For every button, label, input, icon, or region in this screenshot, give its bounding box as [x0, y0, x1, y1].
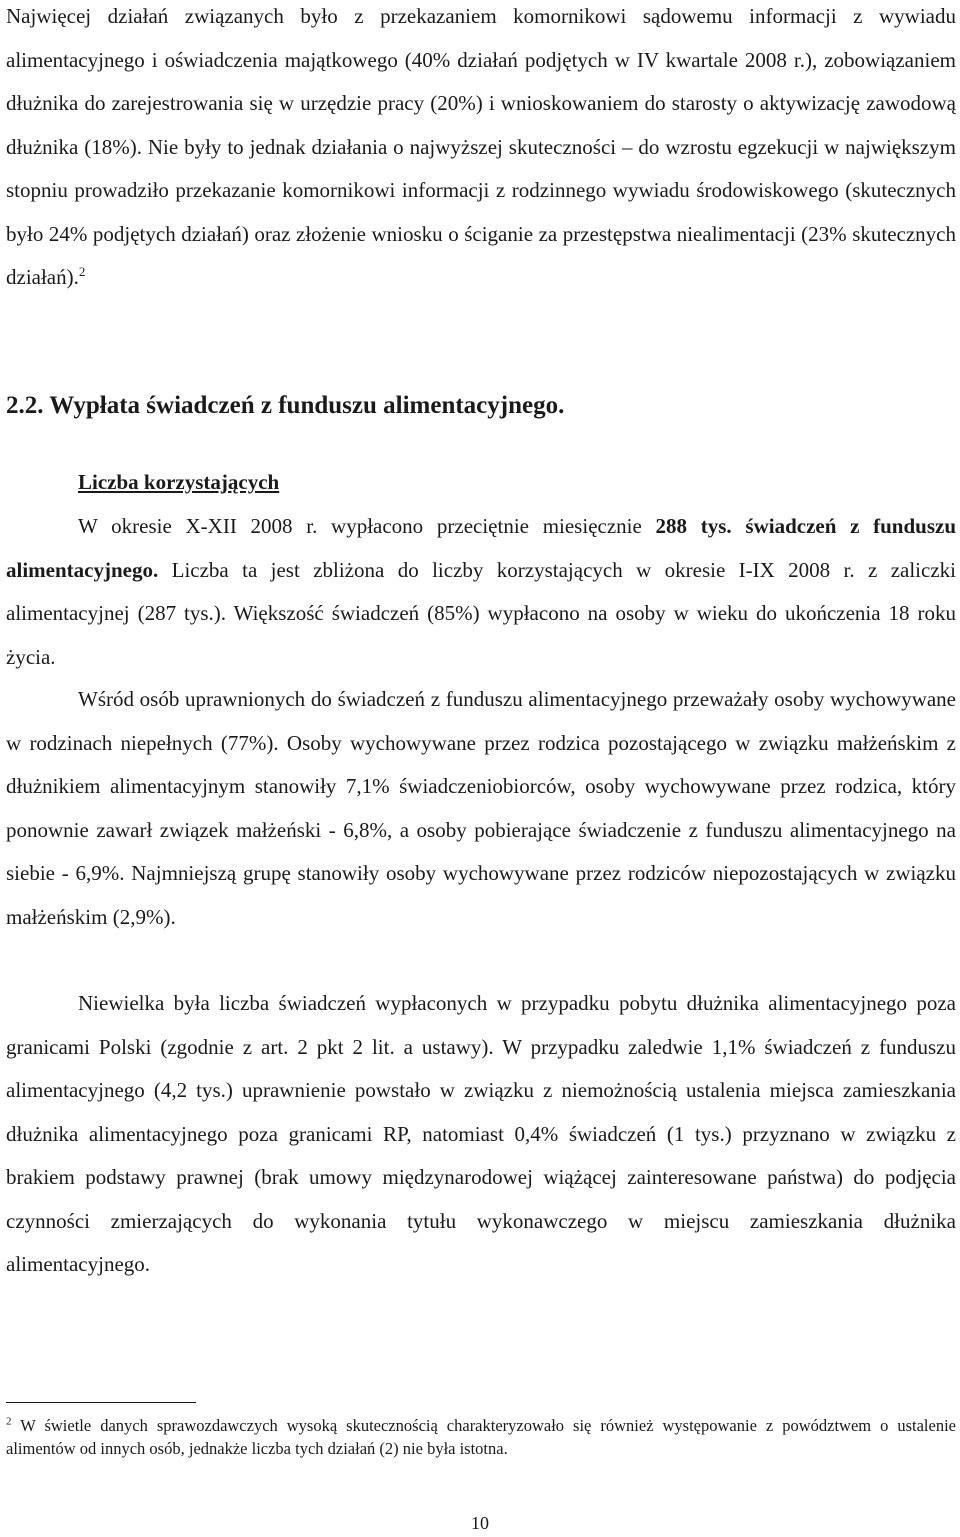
paragraph-text: Najwięcej działań związanych było z przekazaniem komornikowi sądowemu informacji z wywiadu alimentacyjnego i oświadczenia majątkowego (40% działań podjętych w IV kwartale 2008 r.), zobowiązaniem dłużnika do zarejestrowania się w urzędzie pracy (20%) i wnioskowaniem do starosty o aktywizację zawodową dłużnika (18%). Nie były to jednak działania o najwyższej skuteczności – do wzrostu egzekucji w największym stopniu prowadziło przekazanie komornikowi informacji z rodzinnego wywiadu środowiskowego (skutecznych było 24% podjętych działań) oraz złożenie wniosku o ściganie za przestępstwa niealimentacji (23% skutecznych działań). [6, 4, 956, 289]
footnote-text: W świetle danych sprawozdawczych wysoką skutecznością charakteryzowało się również występowanie z powództwem o ustalenie alimentów od innych osób, jednakże liczba tych działań (2) nie była istotna. [6, 1416, 956, 1458]
paragraph-family-structure: Wśród osób uprawnionych do świadczeń z funduszu alimentacyjnego przeważały osoby wychowywane w rodzinach niepełnych (77%). Osoby wychowywane przez rodzica pozostającego w związku małżeńskim z dłużnikiem alimentacyjnym stanowiły 7,1% świadczeniobiorców, osoby wychowywane przez rodzica, który ponownie zawarł związek małżeński - 6,8%, a osoby pobierające świadczenie z funduszu alimentacyjnego na siebie - 6,9%. Najmniejszą grupę stanowiły osoby wychowywane przez rodziców niepozostających w związku małżeńskim (2,9%). [6, 687, 956, 929]
paragraph-debtor-abroad: Niewielka była liczba świadczeń wypłaconych w przypadku pobytu dłużnika alimentacyjnego poza granicami Polski (zgodnie z art. 2 pkt 2 lit. a ustawy). W przypadku zaledwie 1,1% świadczeń z funduszu alimentacyjnego (4,2 tys.) uprawnienie powstało w związku z niemożnością ustalenia miejsca zamieszkania dłużnika alimentacyjnego poza granicami RP, natomiast 0,4% świadczeń (1 tys.) przyznano w związku z brakiem podstawy prawnej (brak umowy międzynarodowej wiążącej zainteresowane państwa) do podjęcia czynności zmierzających do wykonania tytułu wykonawczego w miejscu zamieszkania dłużnika alimentacyjnego. [6, 991, 956, 1276]
bold-figure: 288 tys. [655, 514, 732, 538]
paragraph-enforcement-actions [6, 0, 956, 300]
section-heading: 2.2. Wypłata świadczeń z funduszu alimentacyjnego. [6, 392, 565, 419]
footnote-divider [6, 1402, 196, 1403]
subsection-heading: Liczba korzystających [78, 470, 280, 494]
footnote-number: 2 [6, 1415, 12, 1428]
page-number: 10 [471, 1513, 489, 1533]
footnote [6, 1414, 956, 1460]
footnote-reference[interactable]: 2 [78, 264, 86, 279]
paragraph-beneficiaries-count [6, 505, 956, 679]
paragraph-text: Liczba ta jest zbliżona do liczby korzystających w okresie I-IX 2008 r. z zaliczki alimentacyjnej (287 tys.). Większość świadczeń (85%) wypłacono na osoby w wieku do ukończenia 18 roku życia. [6, 557, 956, 669]
bold-phrase: świadczeń z funduszu alimentacyjnego. [6, 514, 957, 582]
paragraph-text: W okresie X-XII 2008 r. wypłacono przeciętnie miesięcznie [78, 514, 656, 538]
